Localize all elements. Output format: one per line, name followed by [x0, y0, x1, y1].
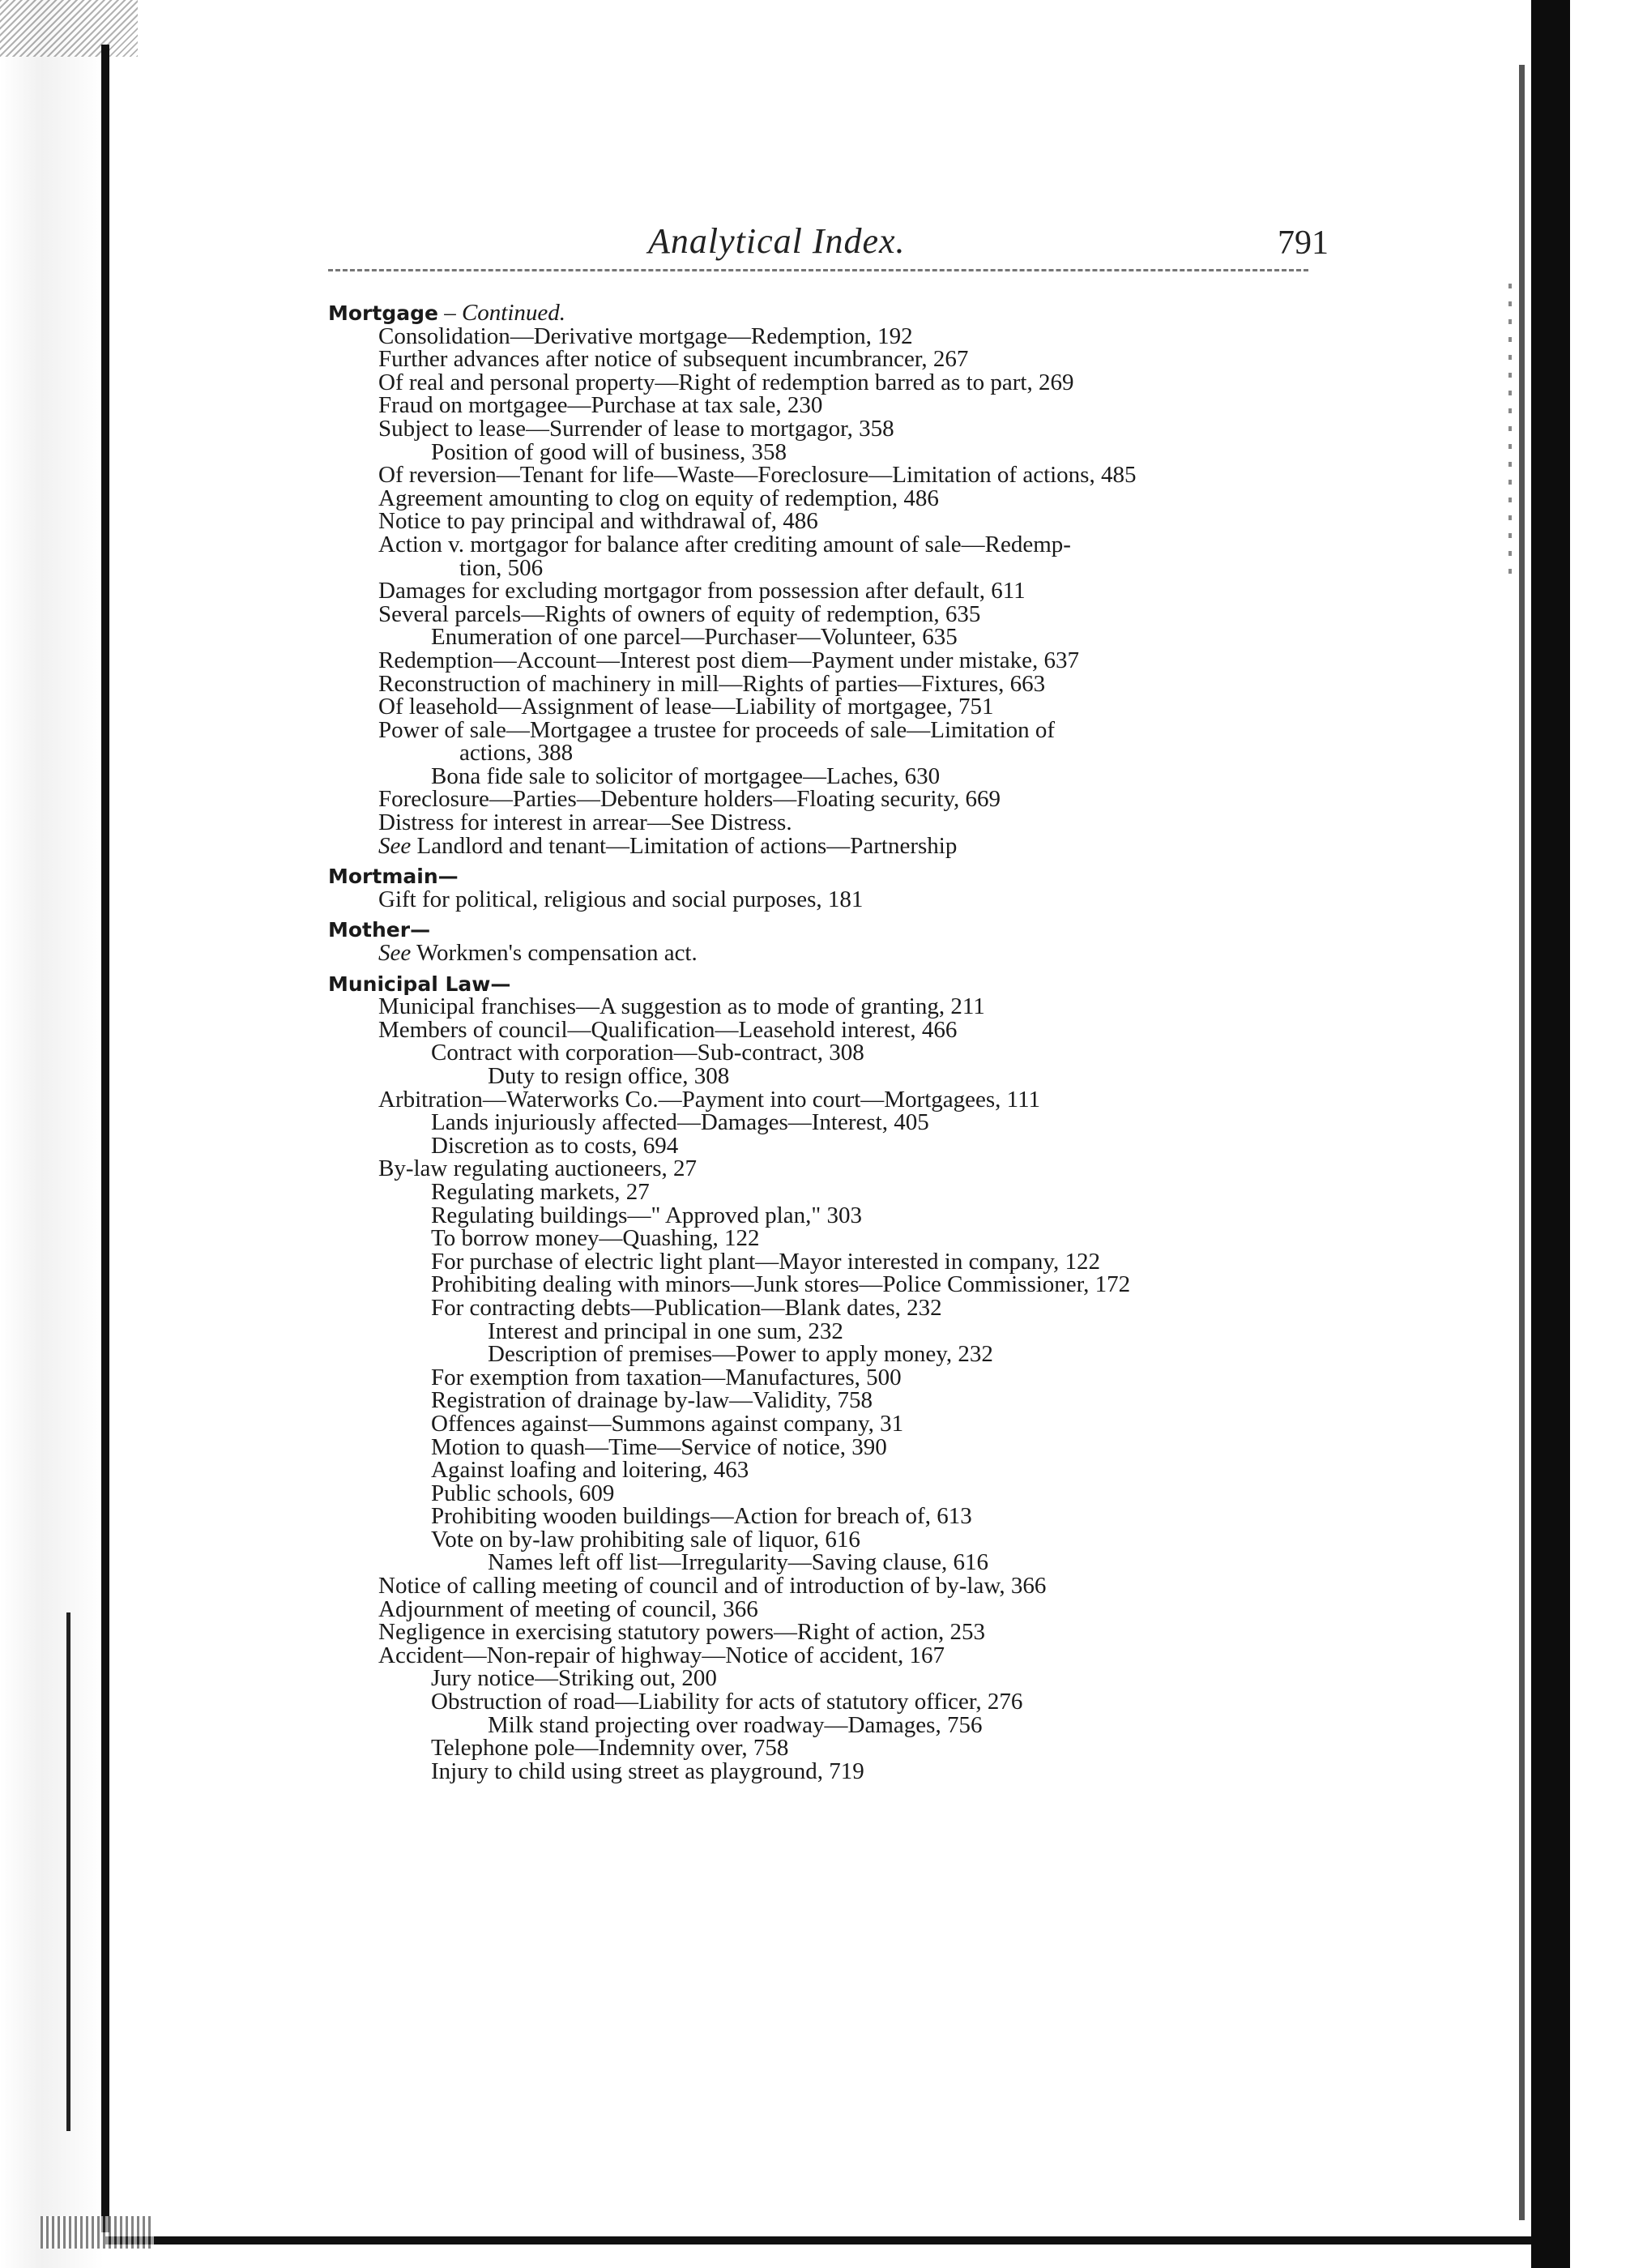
index-entry	[328, 1433, 1341, 1460]
entry-text: Of real and personal property—Right of redemption barred as to part, 269	[378, 369, 1074, 395]
index-entry	[328, 1667, 1341, 1690]
index-entry	[328, 533, 1341, 557]
entry-text: Contract with corporation—Sub-contract, 308	[431, 1040, 864, 1066]
entry-text: actions, 388	[459, 740, 574, 767]
index-entry	[328, 762, 1341, 789]
entry-text: Regulating buildings—" Approved plan," 303	[431, 1202, 862, 1228]
index-entry	[328, 1273, 1341, 1296]
index-entry	[328, 348, 1341, 371]
index-entry	[328, 670, 1341, 697]
page-number: 791	[1278, 224, 1329, 262]
index-entry	[328, 1760, 1341, 1783]
index-entry	[328, 649, 1341, 673]
index-entry	[328, 1343, 1341, 1366]
index-entry	[328, 811, 1341, 835]
entry-text: Further advances after notice of subsequent incumbrancer, 267	[378, 346, 969, 373]
scan-margin-left	[0, 0, 104, 2268]
scan-corner-noise	[0, 0, 138, 57]
entry-text: Negligence in exercising statutory powers—Right of action, 253	[378, 1619, 985, 1646]
index-entry	[328, 487, 1341, 510]
index-entry	[328, 716, 1341, 743]
index-heading	[328, 918, 1341, 942]
index-heading	[328, 972, 1341, 996]
entry-text: Against loafing and loitering, 463	[431, 1457, 749, 1484]
index-entry	[328, 1482, 1341, 1506]
entry-text: Milk stand projecting over roadway—Damages, 756	[488, 1711, 983, 1738]
continued-label: Continued.	[461, 300, 566, 326]
page-edge-bottom	[105, 2236, 1531, 2245]
entry-text: Obstruction of road—Liability for acts of statutory officer, 276	[431, 1689, 1023, 1715]
index-entry	[328, 1178, 1341, 1205]
page-edge-mark	[66, 1612, 70, 2131]
index-entry	[328, 626, 1341, 649]
entry-text: Description of premises—Power to apply money, 232	[488, 1341, 993, 1368]
entry-text: For purchase of electric light plant—Mayor interested in company, 122	[431, 1248, 1100, 1275]
entry-text: Telephone pole—Indemnity over, 758	[431, 1735, 789, 1762]
entry-text: Interest and principal in one sum, 232	[488, 1318, 843, 1344]
index-entry	[328, 1111, 1341, 1134]
entry-text: Adjournment of meeting of council, 366	[378, 1595, 758, 1622]
index-entry	[328, 888, 1341, 912]
index-entry	[328, 741, 1341, 765]
heading-text: Mortgage	[328, 301, 438, 325]
index-entry	[328, 1690, 1341, 1714]
entry-text: Duty to resign office, 308	[488, 1063, 730, 1089]
index-entry	[328, 1366, 1341, 1390]
entry-text: Bona fide sale to solicitor of mortgagee—Laches, 630	[431, 762, 941, 789]
index-entry	[328, 1644, 1341, 1668]
scan-corner-noise-bottom	[41, 2216, 154, 2249]
heading-text: Mother—	[328, 918, 431, 942]
index-entry	[328, 579, 1341, 603]
entry-text: Of leasehold—Assignment of lease—Liability of mortgagee, 751	[378, 694, 994, 720]
entry-text: Members of council—Qualification—Leasehold interest, 466	[378, 1016, 958, 1043]
entry-text: Enumeration of one parcel—Purchaser—Volunteer, 635	[431, 624, 958, 651]
entry-text: For contracting debts—Publication—Blank dates, 232	[431, 1294, 942, 1321]
index-heading: Mortgage – Continued.	[328, 300, 566, 326]
heading-text: Municipal Law—	[328, 972, 511, 996]
entry-text: Discretion as to costs, 694	[431, 1132, 679, 1159]
entry-text: Several parcels—Rights of owners of equity of redemption, 635	[378, 600, 981, 627]
entry-text: Damages for excluding mortgagor from possession after default, 611	[378, 578, 1026, 604]
index-entry	[328, 394, 1341, 417]
see-reference: See	[378, 940, 412, 967]
entry-text: Subject to lease—Surrender of lease to mortgagor, 358	[378, 415, 894, 442]
entry-text: Prohibiting wooden buildings—Action for breach of, 613	[431, 1503, 972, 1530]
entry-text: For exemption from taxation—Manufactures, 500	[431, 1364, 902, 1390]
page-edge-right	[1531, 0, 1570, 2268]
header-rule	[328, 269, 1308, 271]
entry-text: Jury notice—Striking out, 200	[431, 1665, 717, 1692]
entry-text: Landlord and tenant—Limitation of actions—Partnership	[411, 832, 958, 859]
heading-text: Mortmain—	[328, 865, 459, 889]
index-entry	[328, 510, 1341, 533]
index-entry	[328, 371, 1341, 395]
entry-text: Redemption—Account—Interest post diem—Payment under mistake, 637	[378, 647, 1080, 673]
index-entry	[328, 417, 1341, 441]
entry-text: Action v. mortgagor for balance after crediting amount of sale—Redemp-	[378, 531, 1071, 557]
entry-text: Prohibiting dealing with minors—Junk stores—Police Commissioner, 172	[431, 1271, 1131, 1298]
index-entry	[328, 1551, 1341, 1574]
entry-text: Fraud on mortgagee—Purchase at tax sale, 230	[378, 392, 823, 419]
index-entry	[328, 1204, 1341, 1228]
entry-text: Lands injuriously affected—Damages—Interest, 405	[431, 1109, 929, 1136]
index-entry	[328, 832, 1341, 859]
index-entry	[328, 1711, 1341, 1738]
entry-text: Registration of drainage by-law—Validity, 758	[431, 1387, 873, 1414]
index-entry	[328, 1320, 1341, 1343]
index-entry	[328, 788, 1341, 811]
page-edge-right-inner	[1519, 65, 1525, 2220]
entry-text: Notice to pay principal and withdrawal of, 486	[378, 508, 818, 535]
index-heading	[328, 865, 1341, 888]
index-entry	[328, 1505, 1341, 1528]
index-entry	[328, 463, 1341, 487]
index-entry	[328, 1528, 1341, 1552]
entry-text: To borrow money—Quashing, 122	[431, 1225, 760, 1252]
index-entry	[328, 1134, 1341, 1158]
index-entry	[328, 1227, 1341, 1250]
index-entry	[328, 1088, 1341, 1112]
scan-dotted-mark	[1508, 284, 1512, 575]
entry-text: Names left off list—Irregularity—Saving clause, 616	[488, 1549, 988, 1576]
entry-text: Workmen's compensation act.	[411, 940, 698, 967]
entry-text: Power of sale—Mortgagee a trustee for proceeds of sale—Limitation of	[378, 716, 1056, 743]
see-reference: See	[378, 832, 412, 859]
entry-text: Offences against—Summons against company, 31	[431, 1410, 904, 1437]
entry-text: Accident—Non-repair of highway—Notice of accident, 167	[378, 1642, 945, 1668]
index-entry	[328, 322, 1341, 349]
entry-text: By-law regulating auctioneers, 27	[378, 1155, 697, 1182]
entry-text: Arbitration—Waterworks Co.—Payment into court—Mortgagees, 111	[378, 1086, 1041, 1113]
entry-text: Motion to quash—Time—Service of notice, 390	[431, 1433, 887, 1460]
index-entry	[328, 1041, 1341, 1065]
entry-text: Position of good will of business, 358	[431, 438, 787, 465]
index-entry	[328, 1736, 1341, 1760]
index-entry	[328, 1250, 1341, 1274]
entry-text: Vote on by-law prohibiting sale of liquor, 616	[431, 1526, 860, 1553]
index-entry	[328, 1389, 1341, 1412]
index-entry	[328, 1065, 1341, 1088]
entry-text: Gift for political, religious and social purposes, 181	[378, 886, 864, 912]
index-entry	[328, 1459, 1341, 1482]
index-entry	[328, 695, 1341, 719]
index-body	[328, 301, 1341, 1783]
entry-text: Of reversion—Tenant for life—Waste—Foreclosure—Limitation of actions, 485	[378, 462, 1137, 489]
page-edge-left	[101, 45, 109, 2232]
index-entry	[328, 1595, 1341, 1622]
entry-text: Reconstruction of machinery in mill—Rights of parties—Fixtures, 663	[378, 670, 1046, 697]
entry-text: Consolidation—Derivative mortgage—Redemption, 192	[378, 322, 913, 349]
index-entry	[328, 600, 1341, 627]
entry-text: tion, 506	[459, 554, 544, 581]
index-entry	[328, 1412, 1341, 1436]
entry-text: Notice of calling meeting of council and of introduction of by-law, 366	[378, 1573, 1047, 1600]
index-entry	[328, 1574, 1341, 1598]
entry-text: Injury to child using street as playground, 719	[431, 1758, 864, 1784]
entry-text: Agreement amounting to clog on equity of redemption, 486	[378, 485, 939, 511]
index-entry	[328, 942, 1341, 965]
index-entry	[328, 554, 1341, 581]
index-entry	[328, 1621, 1341, 1644]
entry-text: Distress for interest in arrear—See Distress.	[378, 809, 792, 836]
index-entry	[328, 1157, 1341, 1181]
entry-text: Public schools, 609	[431, 1480, 615, 1506]
index-entry	[328, 1296, 1341, 1320]
running-title: Analytical Index.	[648, 221, 906, 261]
entry-text: Municipal franchises—A suggestion as to mode of granting, 211	[378, 993, 985, 1020]
index-entry	[328, 995, 1341, 1019]
entry-text: Foreclosure—Parties—Debenture holders—Floating security, 669	[378, 786, 1001, 813]
entry-text: Regulating markets, 27	[431, 1178, 650, 1205]
index-entry	[328, 438, 1341, 465]
index-entry	[328, 1016, 1341, 1043]
